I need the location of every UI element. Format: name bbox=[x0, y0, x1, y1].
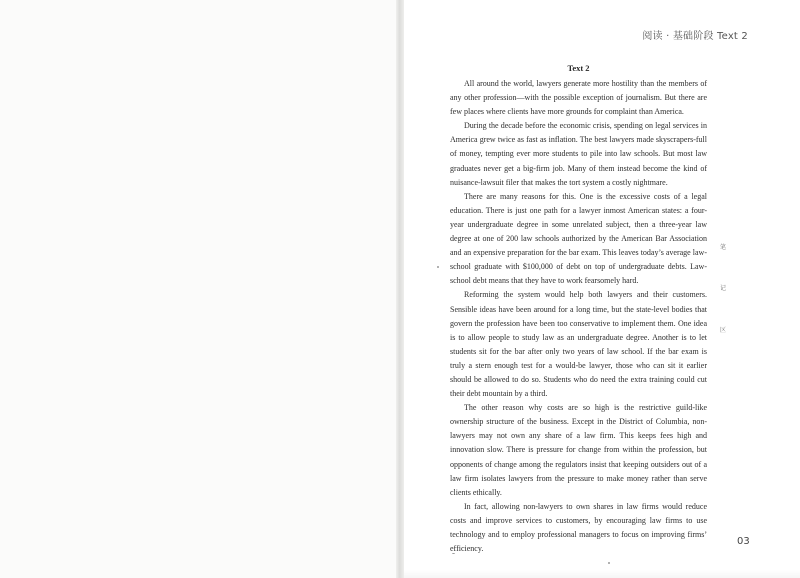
paragraph: In fact, allowing non-lawyers to own shares in law firms would reduce costs and improve services to customers, by encouraging law firms to use technology and to employ professional managers to focus on improving firms’ efficiency. bbox=[450, 501, 707, 554]
scan-speck bbox=[437, 266, 439, 268]
paragraph: Reforming the system would help both lawyers and their customers. Sensible ideas have been around for a long time, but the state-level bodies that govern the profession have been too conservative to implement them. One idea is to allow people to study law as an undergraduate degree. Another is to let students sit for the bar after only two years of law school. If the bar exam is truly a stern enough test for a would-be lawyer, those who can sit it earlier should be allowed to do so. Students who do need the extra training could cut their debt mountain by a third. bbox=[450, 290, 707, 399]
article-body bbox=[450, 77, 707, 556]
running-header: 阅读 · 基础阶段 Text 2 bbox=[642, 31, 748, 42]
paragraph: The other reason why costs are so high is the restrictive guild-like ownership structure of the business. Except in the District of Columbia, non-lawyers may not own any share of a law firm. This keeps fees high and innovation slow. There is pressure for change from within the profession, but opponents of change among the regulators insist that keeping outsiders out of a law firm isolates lawyers from the pressure to make money rather than serve clients ethically. bbox=[450, 403, 707, 497]
page-edge-shadow bbox=[404, 570, 800, 578]
margin-note-mark: 笔 bbox=[720, 244, 727, 251]
margin-note-mark: 记 bbox=[720, 285, 727, 292]
paragraph: All around the world, lawyers generate more hostility than the members of any other profession—with the possible exception of journalism. But there are few places where clients have more grounds for complaint than America. bbox=[450, 79, 707, 117]
scan-speck bbox=[608, 562, 610, 564]
paragraph: During the decade before the economic crisis, spending on legal services in America grew twice as fast as inflation. The best lawyers made skyscrapers-full of money, tempting ever more students to pile into law schools. But most law graduates never get a big-firm job. Many of them instead become the kind of nuisance-lawsuit filer that makes the tort system a costly nightmare. bbox=[450, 121, 707, 187]
left-blank-page bbox=[0, 0, 398, 578]
article-title: Text 2 bbox=[567, 63, 590, 73]
scan-speck bbox=[452, 553, 455, 554]
page-number: 03 bbox=[737, 536, 750, 547]
book-gutter bbox=[396, 0, 404, 578]
margin-note-mark: 区 bbox=[720, 327, 727, 334]
paragraph: There are many reasons for this. One is the excessive costs of a legal education. There is just one path for a lawyer inmost American states: a four-year undergraduate degree in some unrelated subject, then a three-year law degree at one of 200 law schools authorized by the American Bar Association and an expensive preparation for the bar exam. This leaves today’s average law-school graduate with $100,000 of debt on top of undergraduate debts. Law-school debt means that they have to work fearsomely hard. bbox=[450, 191, 707, 286]
